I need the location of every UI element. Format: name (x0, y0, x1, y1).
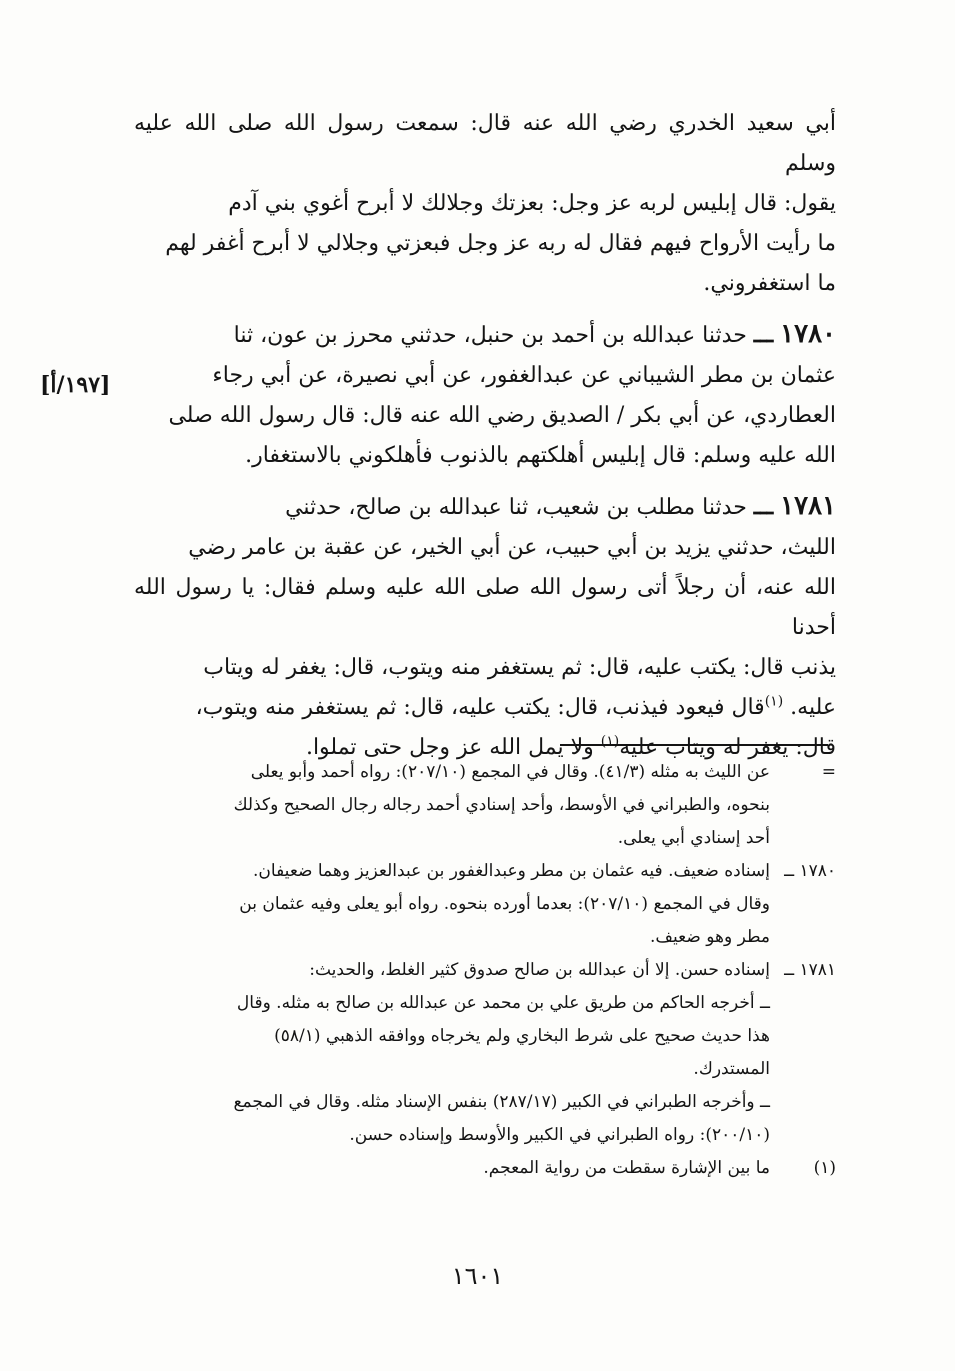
text-line (134, 688, 836, 728)
footnote-label: (١) (813, 1158, 836, 1178)
manuscript-folio-ref: [١٩٧/أ] (40, 372, 111, 398)
text-segment: قال فيعود فيذنب، قال: يكتب عليه، قال: ثم يستغفر منه ويتوب، (195, 695, 765, 720)
footnotes (134, 756, 836, 1185)
hadith-number: ١٧٨١ (780, 491, 836, 521)
hadith-1780 (134, 314, 836, 476)
text-line: الله عنه، أن رجلاً أتى رسول الله صلى الله عليه وسلم فقال: يا رسول الله أحدنا (134, 575, 836, 640)
text-line: عثمان بن مطر الشيباني عن عبدالغفور، عن أبي نصيرة، عن أبي رجاء (212, 363, 836, 388)
text-line: أبي سعيد الخدري رضي الله عنه قال: سمعت رسول الله صلى الله عليه وسلم (134, 111, 836, 176)
text-segment: ولا يمل الله عز وجل حتى تملوا. (305, 735, 601, 760)
text-line (134, 486, 836, 528)
footnote-line: أحد إسنادي أبي يعلى. (617, 828, 770, 848)
footnote-line: ــ أخرجه الحاكم من طريق علي بن محمد عن عبدالله بن صالح به مثله. وقال (236, 993, 770, 1013)
footnote-line: (٢٠٠/١٠): رواه الطبراني في الكبير والأوسط وإسناده حسن. (349, 1125, 770, 1145)
footnote-label: = (821, 762, 836, 782)
footnote-line: المستدرك. (693, 1059, 770, 1079)
footnote-1 (134, 1152, 836, 1185)
main-text (134, 104, 836, 778)
footnote-1780 (134, 855, 836, 954)
text-line: ما رأيت الأرواح فيهم فقال له ربه عز وجل فبعزتي وجلالي لا أبرح أغفر لهم (165, 231, 836, 256)
footnote-line: ما بين الإشارة سقطت من رواية المعجم. (483, 1158, 770, 1178)
text-segment: عليه. (790, 695, 836, 720)
text-line: الليث، حدثني يزيد بن أبي حبيب، عن أبي الخير، عن عقبة بن عامر رضي (188, 535, 836, 560)
hadith-1781 (134, 486, 836, 768)
footnote-separator (560, 744, 828, 746)
footnote-line: وقال في المجمع (٢٠٧/١٠): بعدما أورده بنحوه. رواه أبو يعلى وفيه عثمان بن (239, 894, 770, 914)
hadith-number: ١٧٨٠ (780, 319, 836, 349)
paragraph-continuation (134, 104, 836, 304)
footnote-marker: (١) (600, 733, 620, 750)
hadith-dash: ـــ (753, 494, 774, 520)
text-line: العطاردي، عن أبي بكر / الصديق رضي الله عنه قال: قال رسول الله صلى (168, 403, 836, 428)
footnote-marker: (١) (764, 693, 784, 710)
footnote-line: إسناده ضعيف. فيه عثمان بن مطر وعبدالغفور بن عبدالعزيز وهما ضعيفان. (253, 861, 770, 881)
hadith-dash: ـــ (753, 322, 774, 348)
footnote-label: ١٧٨٠ ــ (784, 861, 836, 881)
footnote-line: مطر وهو ضعيف. (650, 927, 770, 947)
text-segment: قال: يغفر له ويتاب عليه (619, 735, 836, 760)
text-line (134, 314, 836, 356)
footnote-line: إسناده حسن. إلا أن عبدالله بن صالح صدوق كثير الغلط، والحديث: (309, 960, 770, 980)
page-number: ١٦٠١ (451, 1262, 504, 1290)
footnote-line: بنحوه، والطبراني في الأوسط، وأحد إسنادي أحمد رجاله رجال الصحيح وكذلك (233, 795, 770, 815)
hadith-text: حدثنا عبدالله بن أحمد بن حنبل، حدثني محرز بن عون، ثنا (233, 323, 747, 348)
text-line: يقول: قال إبليس لربه عز وجل: بعزتك وجلالك لا أبرح أغوي بني آدم (228, 191, 836, 216)
footnote-line: هذا حديث صحيح على شرط البخاري ولم يخرجاه ووافقه الذهبي (٥٨/١) (274, 1026, 770, 1046)
footnote-line: عن الليث به مثله (٤١/٣). وقال في المجمع (٢٠٧/١٠): رواه أحمد وأبو يعلى (250, 762, 770, 782)
text-line: الله عليه وسلم: قال إبليس أهلكتهم بالذنوب فأهلكوني بالاستغفار. (245, 443, 836, 468)
footnote-1781 (134, 954, 836, 1152)
text-line: ما استغفروني. (703, 271, 836, 296)
footnote-line: ــ وأخرجه الطبراني في الكبير (٢٨٧/١٧) بنفس الإسناد مثله. وقال في المجمع (233, 1092, 770, 1112)
hadith-text: حدثنا مطلب بن شعيب، ثنا عبدالله بن صالح، حدثني (285, 495, 747, 520)
footnote-continuation (134, 756, 836, 855)
footnote-label: ١٧٨١ ــ (784, 960, 836, 980)
text-line: يذنب قال: يكتب عليه، قال: ثم يستغفر منه ويتوب، قال: يغفر له ويتاب (203, 655, 836, 680)
